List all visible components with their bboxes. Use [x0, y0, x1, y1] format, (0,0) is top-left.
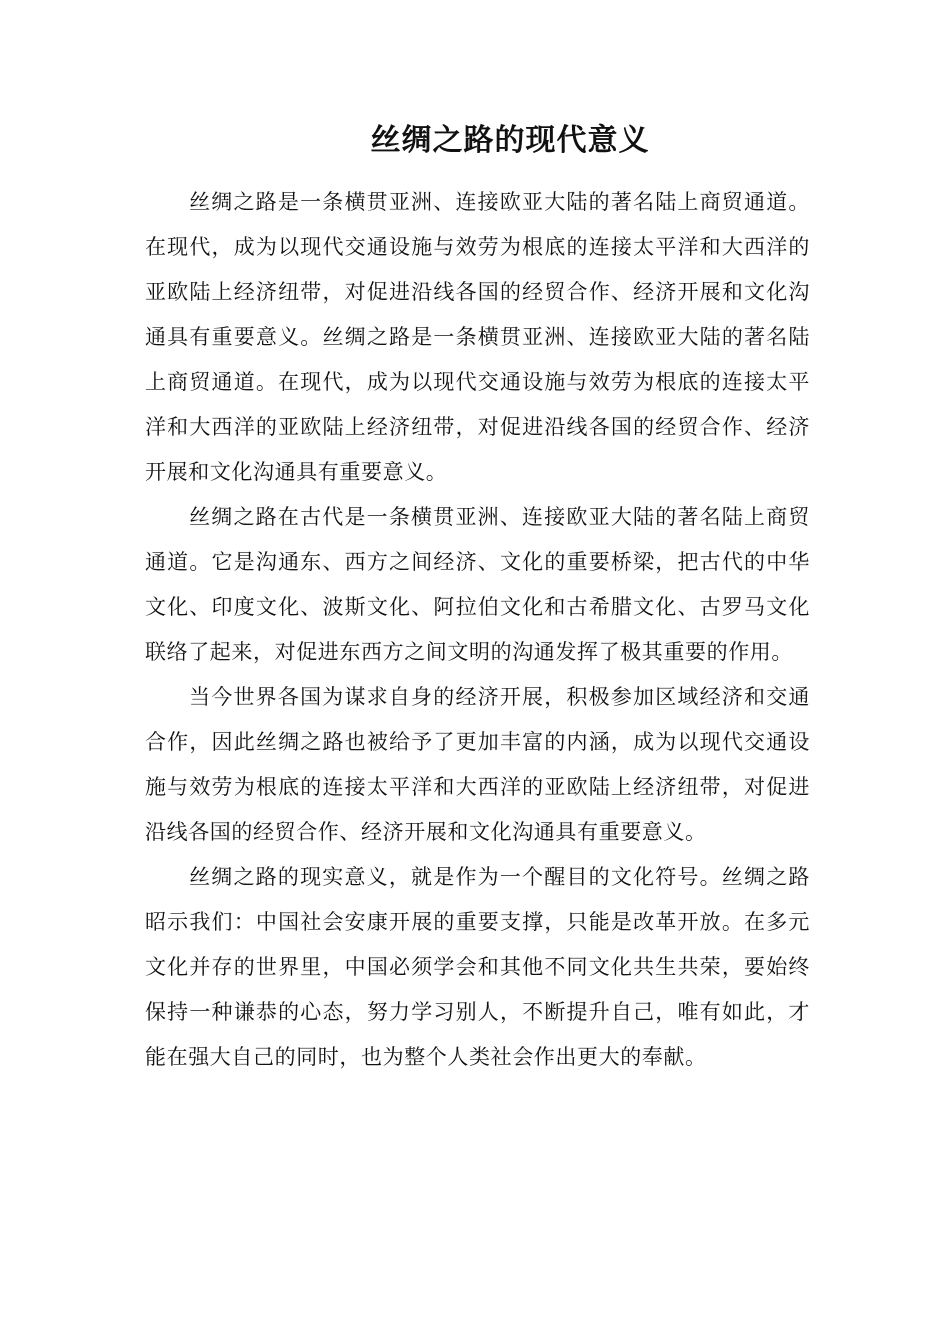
- paragraph-1: 丝绸之路是一条横贯亚洲、连接欧亚大陆的著名陆上商贸通道。在现代，成为以现代交通设施与效劳为根底的连接太平洋和大西洋的亚欧陆上经济纽带，对促进沿线各国的经贸合作、经济开展和文化沟通具有重要意义。丝绸之路是一条横贯亚洲、连接欧亚大陆的著名陆上商贸通道。在现代，成为以现代交通设施与效劳为根底的连接太平洋和大西洋的亚欧陆上经济纽带，对促进沿线各国的经贸合作、经济开展和文化沟通具有重要意义。: [145, 190, 810, 484]
- document-title: 丝绸之路的现代意义: [370, 123, 650, 158]
- paragraph-2: 丝绸之路在古代是一条横贯亚洲、连接欧亚大陆的著名陆上商贸通道。它是沟通东、西方之间经济、文化的重要桥梁，把古代的中华文化、印度文化、波斯文化、阿拉伯文化和古希腊文化、古罗马文化联络了起来，对促进东西方之间文明的沟通发挥了极其重要的作用。: [145, 505, 810, 664]
- document-body: [145, 180, 810, 1080]
- paragraph-3: 当今世界各国为谋求自身的经济开展，积极参加区域经济和交通合作，因此丝绸之路也被给予了更加丰富的内涵，成为以现代交通设施与效劳为根底的连接太平洋和大西洋的亚欧陆上经济纽带，对促进沿线各国的经贸合作、经济开展和文化沟通具有重要意义。: [145, 685, 810, 844]
- paragraph-4: 丝绸之路的现实意义，就是作为一个醒目的文化符号。丝绸之路昭示我们：中国社会安康开展的重要支撑，只能是改革开放。在多元文化并存的世界里，中国必须学会和其他不同文化共生共荣，要始终保持一种谦恭的心态，努力学习别人，不断提升自己，唯有如此，才能在强大自己的同时，也为整个人类社会作出更大的奉献。: [145, 865, 810, 1069]
